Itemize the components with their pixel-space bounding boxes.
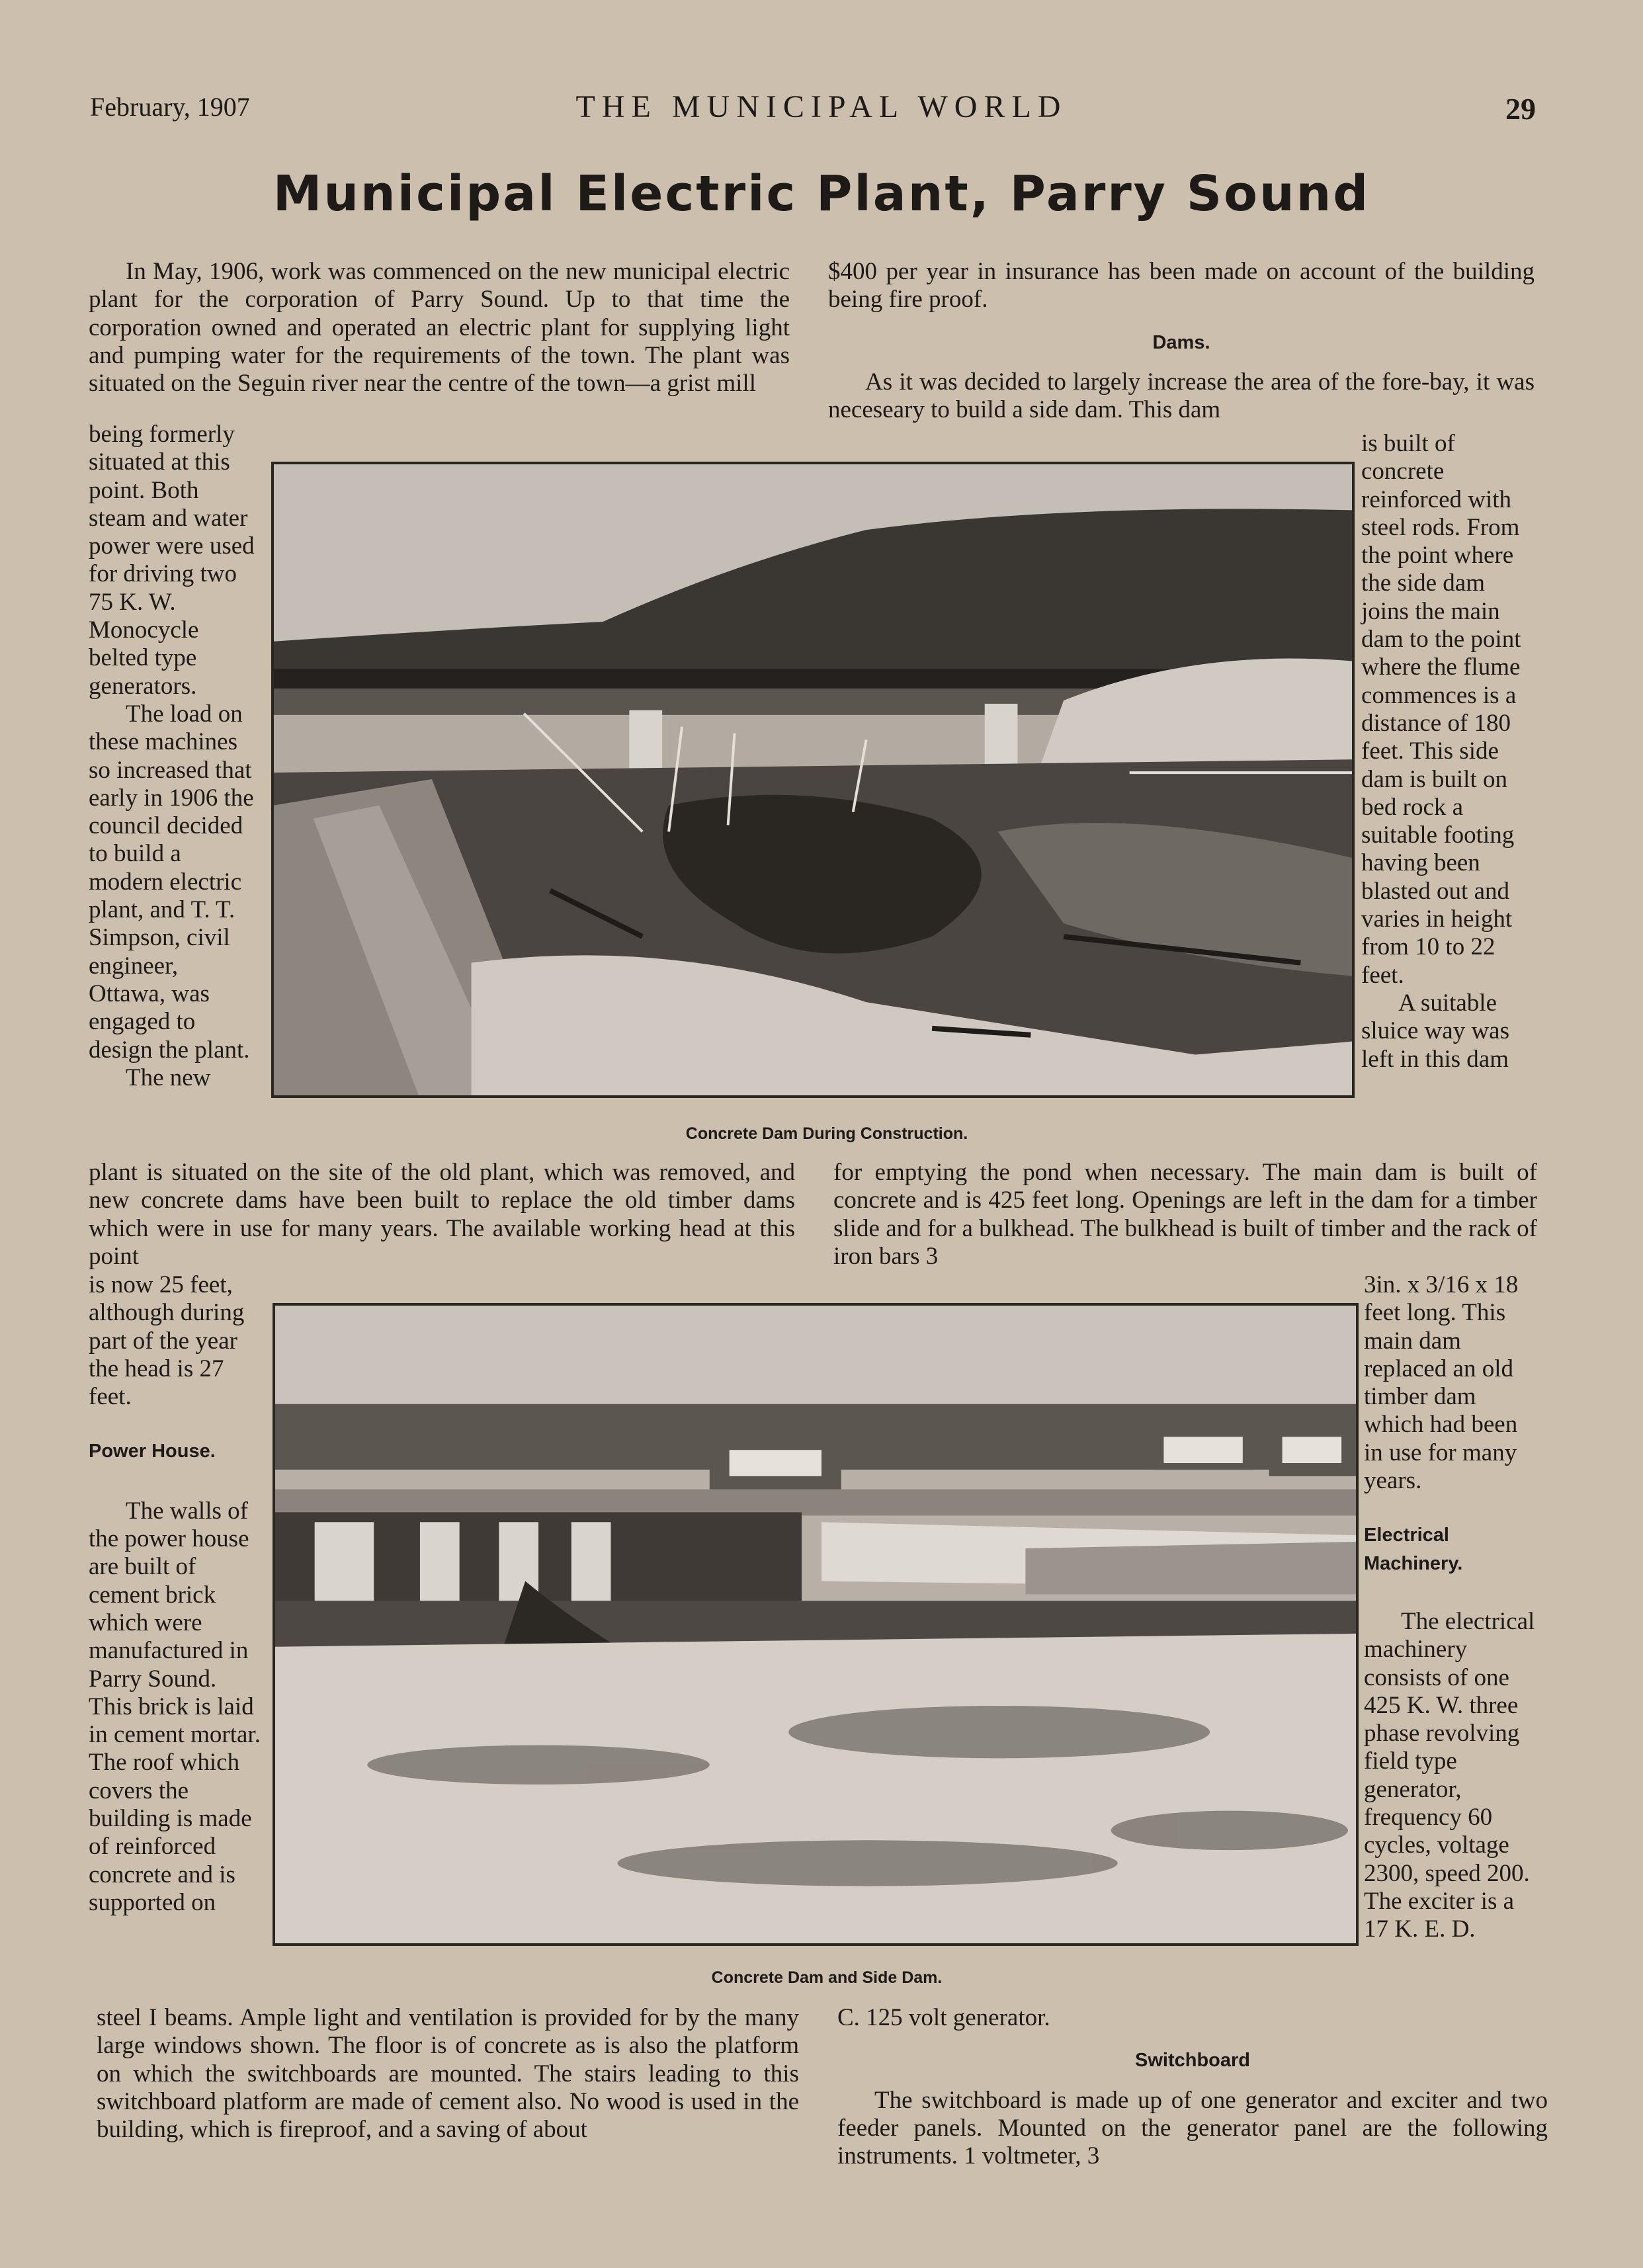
electrical-text: The electrical machinery consists of one 425 K. W. three phase revolving field type generator, frequency 60 cycles, voltage 2300, speed 200. The exciter is a 17 K. E. D. xyxy=(1364,1607,1535,1943)
electrical-continued: C. 125 volt generator. xyxy=(837,2004,1050,2031)
article-title: Municipal Electric Plant, Parry Sound xyxy=(273,165,1370,222)
switchboard-text: The switchboard is made up of one generator and exciter and two feeder panels. Mounted on the generator panel are the following instruments. 1 voltmeter, 3 xyxy=(837,2086,1548,2170)
caption-dam-and-side-dam: Concrete Dam and Side Dam. xyxy=(711,1968,943,1987)
intro-text: In May, 1906, work was commenced on the new municipal electric plant for the corporation of Parry Sound. Up to that time the corporation owned and operated an electric plant for supplying light and pumping water for the requirements of the town. The plant was situated on the Seguin river near the centre of the town—a grist mill xyxy=(89,258,790,398)
electrical-heading: Electrical Machinery. xyxy=(1364,1525,1463,1574)
page-number: 29 xyxy=(1505,92,1536,126)
new-plant-text: plant is situated on the site of the old plant, which was removed, and new concrete dams have been built to replace the old timber dams which were in use for many years. The available working head at this point xyxy=(89,1159,795,1270)
intro-paragraph xyxy=(89,258,790,398)
caption-dam-construction: Concrete Dam During Construction. xyxy=(685,1124,968,1143)
photo-dam-and-side-dam-image xyxy=(275,1306,1356,1943)
publication-title: THE MUNICIPAL WORLD xyxy=(575,89,1068,124)
sluice-paragraph xyxy=(833,1159,1537,1271)
dams-heading: Dams. xyxy=(1152,331,1210,353)
photo-dam-and-side-dam xyxy=(273,1303,1359,1946)
power-house-text: The walls of the power house are built of cement brick which were manufactured in Parry Sound. This brick is laid in cement mortar. The roof which covers the building is made of reinforced concrete and is supported on xyxy=(89,1497,261,1916)
rack-text: 3in. x 3/16 x 18 feet long. This main dam replaced an old timber dam which had been in use for many years. xyxy=(1364,1271,1519,1495)
power-house-continued: steel I beams. Ample light and ventilation is provided for by the many large windows shown. The floor is of concrete as is also the platform on which the switchboards are mounted. The stairs leading to this switchboard platform are made of cement also. No wood is used in the building, which is fireproof, and a saving of about xyxy=(97,2004,799,2144)
sluice-text: A suitable sluice way was left in this dam xyxy=(1361,989,1509,1073)
power-house-paragraph xyxy=(97,2004,799,2144)
switchboard-paragraph xyxy=(837,2004,1548,2170)
head-text: is now 25 feet, although during part of the year the head is 27 feet. xyxy=(89,1271,245,1411)
power-house-heading: Power House. xyxy=(89,1441,216,1462)
insurance-text: $400 per year in insurance has been made on account of the building being fire proof. xyxy=(828,258,1535,314)
photo-dam-construction xyxy=(271,462,1355,1098)
switchboard-heading: Switchboard xyxy=(1134,2050,1250,2072)
photo-dam-construction-image xyxy=(274,464,1352,1095)
new-plant-start: The new xyxy=(126,1064,211,1091)
right-narrow-column-1 xyxy=(1361,430,1538,1073)
issue-date: February, 1907 xyxy=(90,92,250,122)
new-plant-paragraph xyxy=(89,1159,795,1271)
dams-text: As it was decided to largely increase the area of the fore-bay, it was neceseary to build a side dam. This dam xyxy=(828,368,1535,424)
dams-continued: is built of concrete reinforced with steel rods. From the point where the side dam joins the main dam to the point where the flume commences is a distance of 180 feet. This side dam is built on bed rock a suitable footing having been blasted out and varies in height from 10 to 22 feet. xyxy=(1361,430,1521,989)
insurance-paragraph xyxy=(828,258,1535,424)
intro-continued: being formerly situated at this point. Both steam and water power were used for driving two 75 K. W. Monocycle belted type generators. xyxy=(89,421,255,700)
right-narrow-column-2 xyxy=(1364,1271,1538,1944)
left-narrow-column-2 xyxy=(89,1271,262,1917)
load-text: The load on these machines so increased that early in 1906 the council decided to build a modern electric plant, and T. T. Simpson, civil engineer, Ottawa, was engaged to design the plant. xyxy=(89,700,254,1064)
sluice-continued: for emptying the pond when necessary. The main dam is built of concrete and is 425 feet long. Openings are left in the dam for a timber slide and for a bulkhead. The bulkhead is built of timber and the rack of iron bars 3 xyxy=(833,1159,1537,1270)
left-narrow-column-1 xyxy=(89,421,258,1092)
